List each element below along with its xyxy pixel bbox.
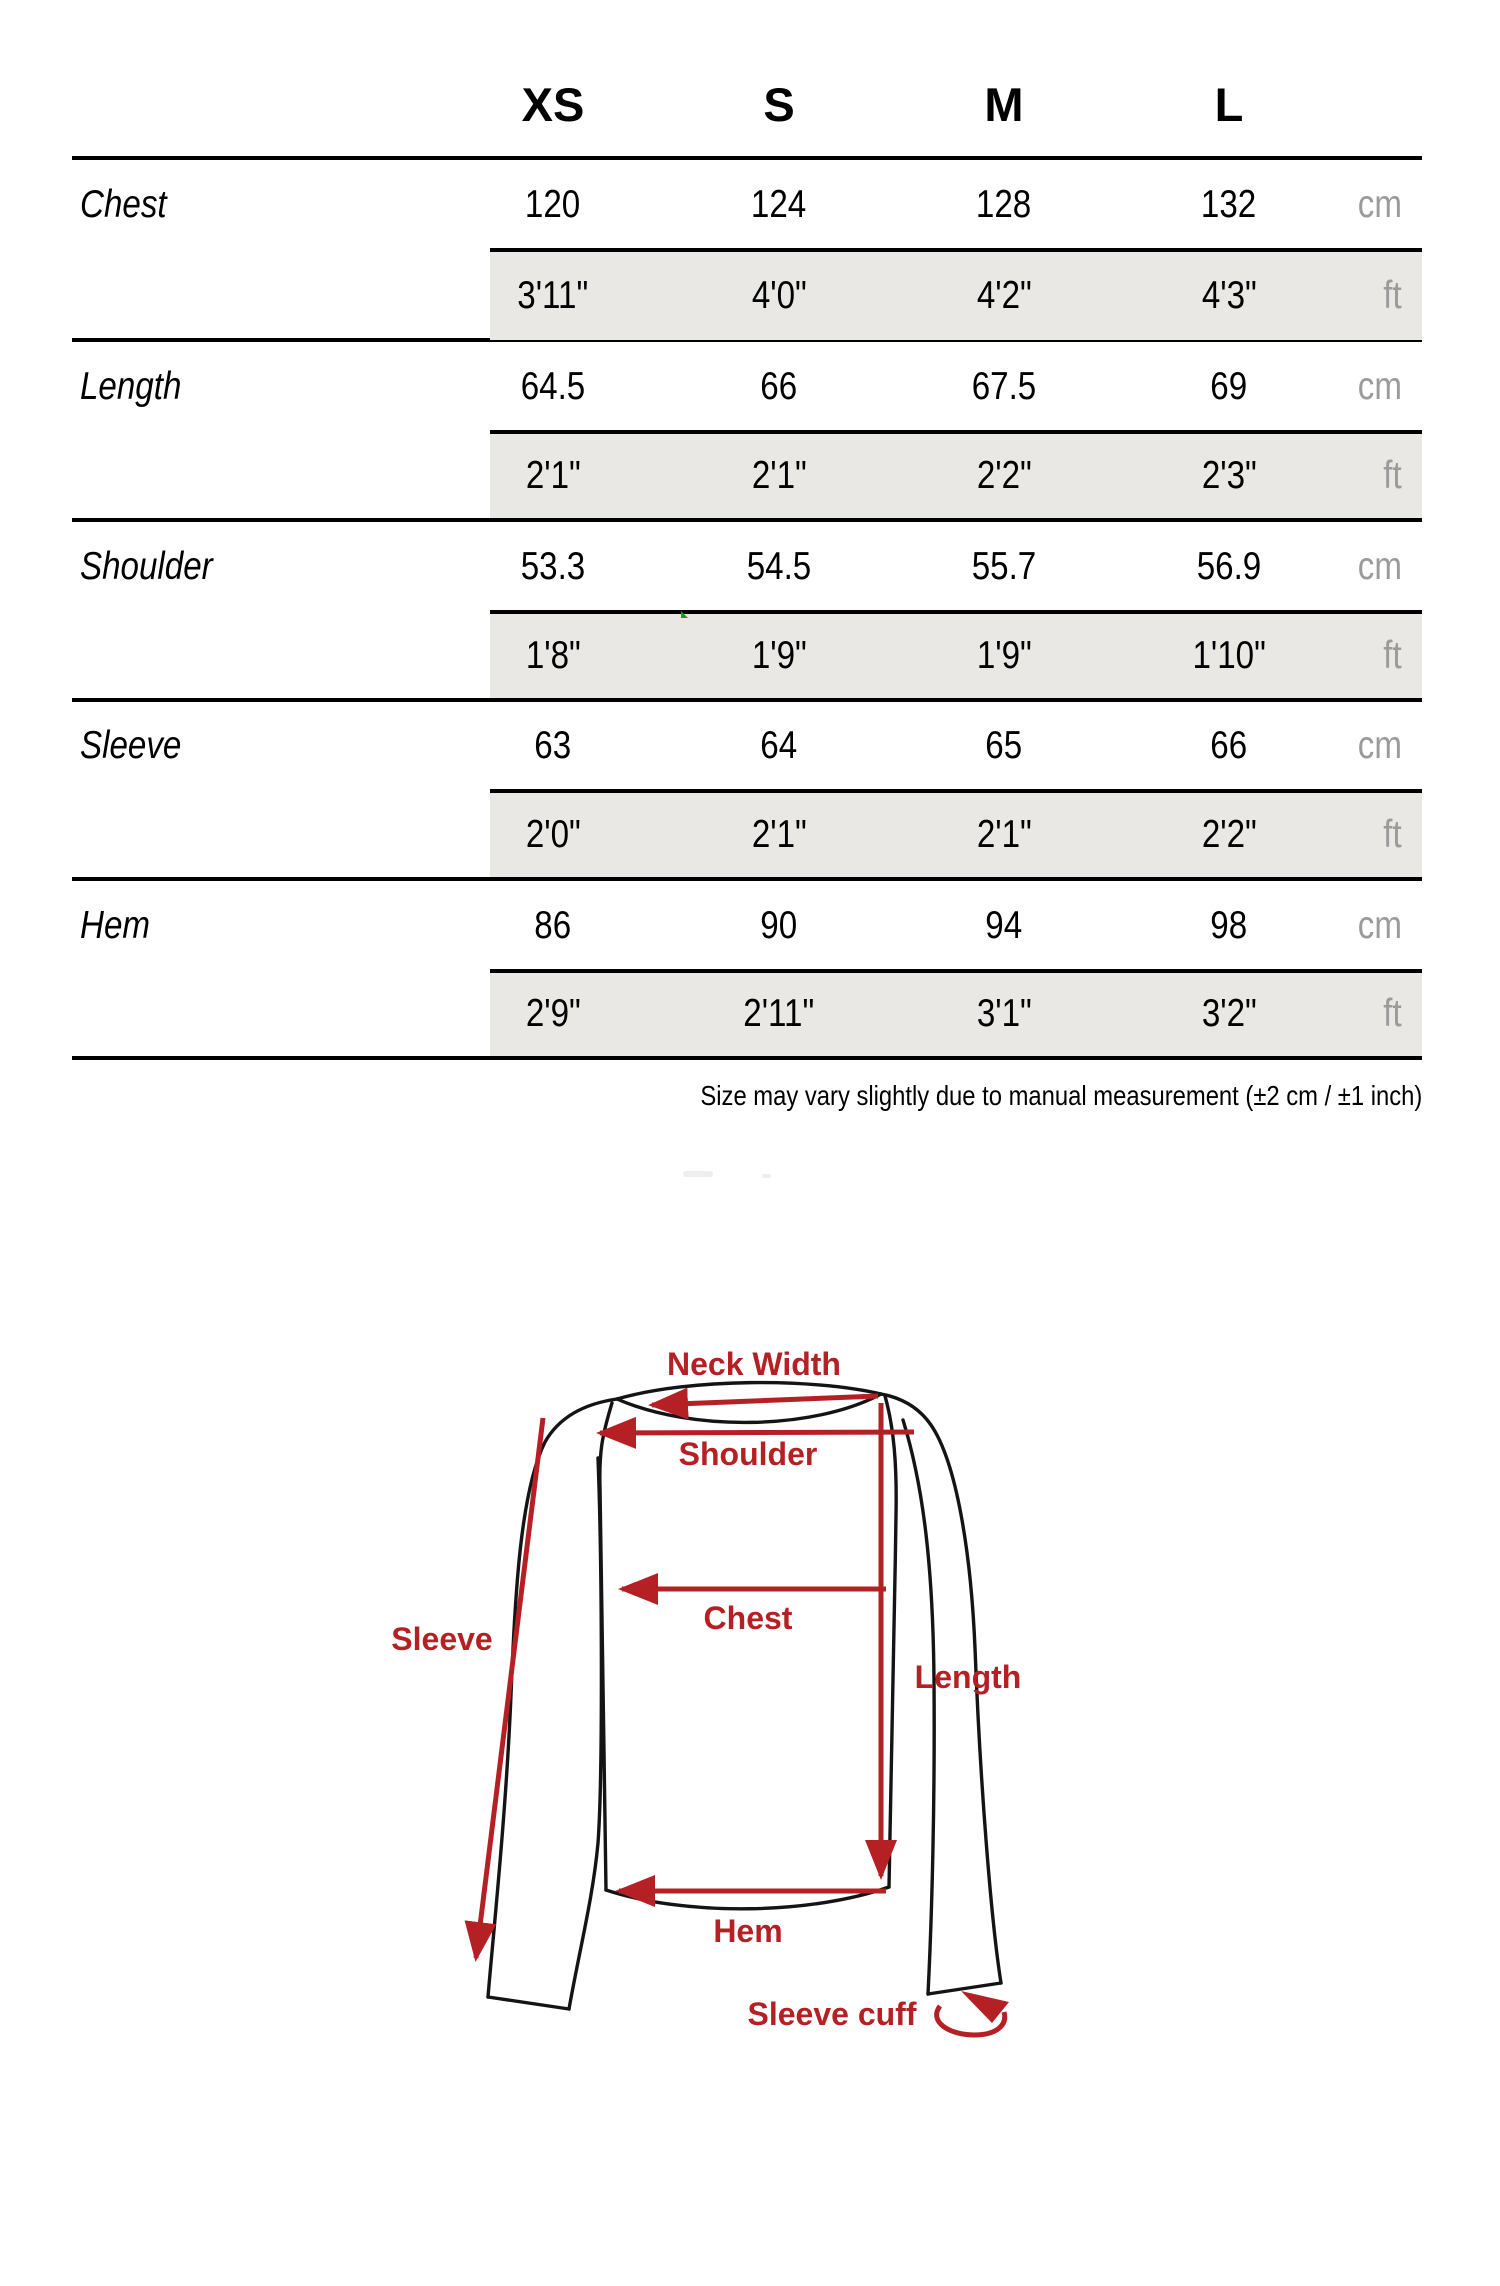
left-body-side [600, 1403, 612, 1890]
cell-length-cm-m: 67.5 [971, 364, 1037, 408]
unit-cm: cm [1357, 724, 1402, 767]
cell-shoulder-ft-l: 1'10" [1192, 633, 1266, 677]
cell-chest-cm-l: 132 [1201, 182, 1257, 226]
right-sleeve-inner [903, 1420, 934, 1994]
size-header-xs: XS [521, 77, 585, 131]
unit-ft: ft [1383, 992, 1402, 1035]
shoulder-arrow [600, 1432, 914, 1433]
unit-cm: cm [1357, 903, 1402, 947]
cell-chest-cm-m: 128 [976, 182, 1032, 226]
label-shoulder: Shoulder [678, 1436, 818, 1472]
label-neck-width: Neck Width [667, 1346, 841, 1382]
neck-width-arrow [652, 1396, 878, 1405]
cell-length-ft-xs: 2'1" [525, 453, 581, 497]
cell-shoulder-cm-s: 54.5 [746, 544, 812, 588]
unit-ft: ft [1383, 273, 1402, 317]
cell-sleeve-ft-m: 2'1" [976, 812, 1032, 856]
cell-sleeve-ft-s: 2'1" [751, 812, 807, 856]
sleeve-cuff-loop-arrowhead [961, 1991, 1009, 2023]
unit-cm: cm [1357, 544, 1402, 588]
left-cuff [488, 1997, 569, 2009]
cell-sleeve-ft-xs: 2'0" [525, 812, 581, 856]
cell-length-ft-l: 2'3" [1201, 453, 1257, 497]
cell-chest-cm-s: 124 [751, 182, 807, 226]
cell-shoulder-cm-l: 56.9 [1196, 544, 1262, 588]
label-hem: Hem [713, 1913, 783, 1949]
cell-hem-ft-l: 3'2" [1201, 992, 1257, 1035]
cell-shoulder-cm-xs: 53.3 [520, 544, 586, 588]
unit-ft: ft [1383, 812, 1402, 856]
cell-sleeve-cm-m: 65 [985, 724, 1023, 767]
cell-chest-ft-s: 4'0" [751, 273, 807, 317]
cell-length-cm-xs: 64.5 [520, 364, 586, 408]
cell-chest-cm-xs: 120 [525, 182, 581, 226]
unit-ft: ft [1383, 633, 1402, 677]
sleeve-arrow [476, 1418, 543, 1958]
cell-length-ft-m: 2'2" [976, 453, 1032, 497]
cell-hem-ft-xs: 2'9" [525, 992, 581, 1035]
cell-chest-ft-m: 4'2" [976, 273, 1032, 317]
cell-sleeve-cm-xs: 63 [534, 724, 572, 767]
size-header-m: M [984, 77, 1024, 131]
label-sleeve: Sleeve [391, 1621, 493, 1657]
cell-shoulder-cm-m: 55.7 [971, 544, 1037, 588]
cell-hem-cm-m: 94 [985, 903, 1023, 947]
cell-shoulder-ft-s: 1'9" [751, 633, 807, 677]
cell-chest-ft-xs: 3'11" [517, 273, 589, 317]
cell-hem-cm-l: 98 [1210, 903, 1248, 947]
cell-chest-ft-l: 4'3" [1201, 273, 1257, 317]
size-header-l: L [1214, 77, 1244, 131]
cell-hem-cm-s: 90 [760, 903, 798, 947]
row-label-length: Length [80, 364, 182, 408]
label-sleeve-cuff: Sleeve cuff [747, 1996, 917, 2032]
size-header-s: S [763, 77, 795, 131]
unit-cm: cm [1357, 364, 1402, 408]
label-chest: Chest [703, 1600, 793, 1636]
label-length: Length [914, 1659, 1022, 1695]
cell-length-ft-s: 2'1" [751, 453, 807, 497]
cell-shoulder-ft-m: 1'9" [976, 633, 1032, 677]
cell-shoulder-ft-xs: 1'8" [525, 633, 581, 677]
unit-cm: cm [1357, 182, 1402, 226]
right-body-side [885, 1396, 896, 1887]
row-label-shoulder: Shoulder [80, 544, 213, 588]
unit-ft: ft [1383, 453, 1402, 497]
measurement-disclaimer: Size may vary slightly due to manual measurement (±2 cm / ±1 inch) [700, 1080, 1422, 1111]
cell-sleeve-cm-l: 66 [1210, 724, 1248, 767]
cell-sleeve-cm-s: 64 [760, 724, 798, 767]
row-label-chest: Chest [80, 182, 167, 226]
row-label-sleeve: Sleeve [80, 724, 182, 767]
cell-length-cm-s: 66 [760, 364, 798, 408]
row-label-hem: Hem [80, 903, 150, 947]
cell-hem-ft-m: 3'1" [976, 992, 1032, 1035]
cell-hem-ft-s: 2'11" [743, 992, 815, 1035]
cell-hem-cm-xs: 86 [534, 903, 572, 947]
cell-length-cm-l: 69 [1210, 364, 1248, 408]
left-sleeve-inner [569, 1458, 601, 2009]
cell-sleeve-ft-l: 2'2" [1201, 812, 1257, 856]
